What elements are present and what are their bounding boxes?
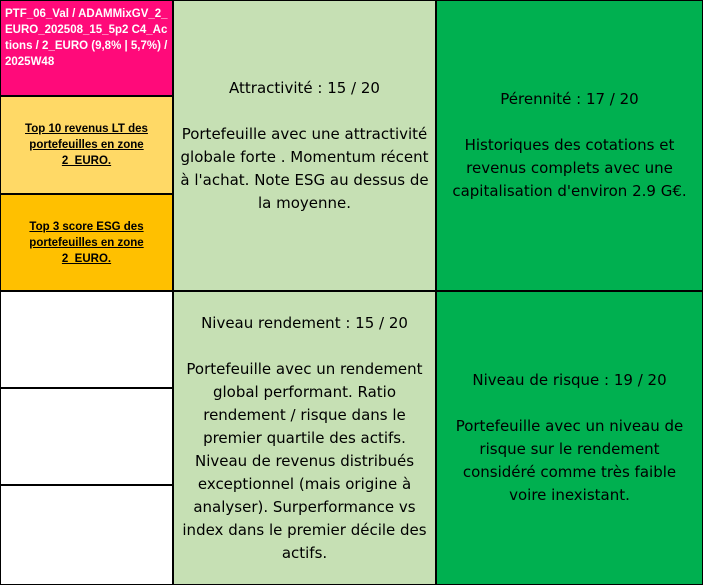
risque-cell	[436, 291, 703, 585]
perennite-text: Historiques des cotations et revenus complets avec une capitalisation d'environ 2.9 G€.	[452, 136, 687, 200]
rendement-cell	[173, 291, 436, 585]
top3-esg-link-cell[interactable]	[0, 194, 173, 291]
empty-cell	[0, 485, 173, 585]
attractivite-cell	[173, 0, 436, 291]
perennite-cell	[436, 0, 703, 291]
empty-cell	[0, 388, 173, 485]
rendement-text: Portefeuille avec un rendement global performant. Ratio rendement / risque dans le premier quartile des actifs. Niveau de revenus distribués exceptionnel (mais origine à analyser). Surperformance vs index dans le premier décile des actifs.	[182, 359, 427, 562]
top10-revenus-link-cell[interactable]	[0, 96, 173, 194]
empty-cell	[0, 291, 173, 388]
attractivite-heading: Attractivité : 15 / 20	[229, 78, 380, 97]
perennite-heading: Pérennité : 17 / 20	[500, 90, 639, 108]
portfolio-title: PTF_06_Val / ADAMMixGV_2_EURO_202508_15_5p2 C4_Actions / 2_EURO (9,8% | 5,7%) / 2025W48	[5, 8, 168, 68]
attractivite-text: Portefeuille avec une attractivité globale forte . Momentum récent à l'achat. Note ESG au dessus de la moyenne.	[180, 124, 429, 212]
risque-heading: Niveau de risque : 19 / 20	[472, 371, 667, 389]
risque-text: Portefeuille avec un niveau de risque sur le rendement considéré comme très faible voire inexistant.	[455, 417, 684, 504]
top3-esg-link[interactable]: Top 3 score ESG des portefeuilles en zone 2_EURO.	[29, 220, 144, 265]
top10-revenus-link[interactable]: Top 10 revenus LT des portefeuilles en zone 2_EURO.	[25, 123, 148, 167]
portfolio-title-cell	[0, 0, 173, 96]
rendement-heading: Niveau rendement : 15 / 20	[201, 313, 408, 332]
